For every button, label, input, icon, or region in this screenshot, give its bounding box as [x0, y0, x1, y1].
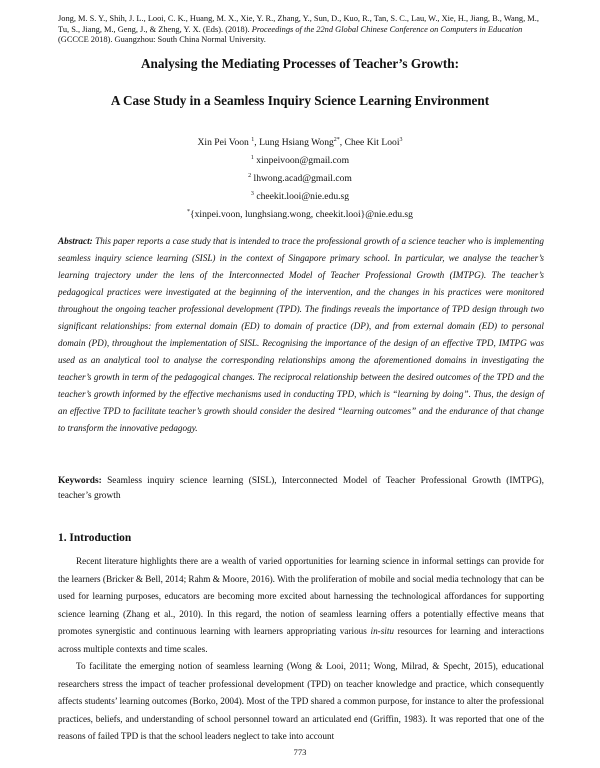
paragraph-1-text: Recent literature highlights there are a wealth of varied opportunities for learning science in informal settings can provide for the learners (Bricker & Bell, 2014; Rahm & Moore, 2016). With the proliferation of mobile and social media technology that can be used for learning purposes, educators are becoming more excited about harnessing the technological affordances for supporting science learning (Zhang et al., 2010). In this regard, the notion of seamless learning offers a potentially effective means that promotes synergistic and continuous learning with learners appropriating various [58, 556, 544, 636]
abstract-label: Abstract: [58, 236, 93, 246]
author-1: Xin Pei Voon [197, 137, 252, 148]
affiliation-1 [40, 152, 560, 167]
author-1-sup: 1 [251, 137, 255, 143]
paragraph-1-italic: in-situ [370, 626, 394, 636]
author-3-sup: 3 [399, 137, 403, 143]
affiliation-4-sup: * [187, 209, 191, 215]
paragraph-1 [58, 553, 544, 658]
affiliation-3 [40, 188, 560, 203]
author-2-sup: 2* [333, 137, 340, 143]
paragraph-1-tail: resources for learning and interactions across multiple contexts and time scales. [58, 626, 544, 654]
abstract [58, 233, 544, 437]
affiliation-1-sup: 1 [250, 155, 254, 161]
citation-header [58, 14, 546, 46]
affiliation-2 [40, 170, 560, 185]
paper-title-line2: A Case Study in a Seamless Inquiry Science Learning Environment [110, 93, 490, 108]
page-number: 773 [293, 747, 307, 757]
affiliation-3-email: cheekit.looi@nie.edu.sg [253, 191, 350, 202]
keywords [58, 474, 544, 503]
citation-tail: (GCCCE 2018). Guangzhou: South China Normal University. [58, 35, 266, 45]
affiliation-4 [40, 206, 560, 221]
affiliation-1-email: xinpeivoon@gmail.com [253, 155, 350, 166]
citation-proceedings: Proceedings of the 22nd Global Chinese Conference on Computers in Education [251, 24, 523, 34]
paragraph-2: To facilitate the emerging notion of seamless learning (Wong & Looi, 2011; Wong, Milrad, & Specht, 2015), educational researchers stress the impact of teacher professional development (TPD) on teacher knowledge and practice, which consequently affects students’ learning outcomes (Borko, 2004). Most of the TPD shared a common purpose, for instance to alter the professional practices, beliefs, and understanding of school personnel toward an articulated end (Griffin, 1983). It was reported that one of the reasons of failed TPD is that the school leaders neglect to take into account [58, 661, 544, 741]
author-2: , Lung Hsiang Wong [254, 137, 334, 148]
affiliation-4-email: {xinpei.voon, lunghsiang.wong, cheekit.looi}@nie.edu.sg [190, 209, 413, 220]
affiliation-3-sup: 3 [250, 191, 254, 197]
keywords-text: Seamless inquiry science learning (SISL), Interconnected Model of Teacher Professional Growth (IMTPG), teacher’s growth [58, 476, 544, 501]
author-list [40, 134, 560, 149]
keywords-label: Keywords: [58, 476, 102, 486]
citation-text: Jong, M. S. Y., Shih, J. L., Looi, C. K., Huang, M. X., Xie, Y. R., Zhang, Y., Sun, D., Kuo, R., Tan, S. C., Lau, W., Xie, H., Jiang, B., Wang, M., Tu, S., Jiang, M., Geng, J., & Zheng, Y. X. (Eds). (2018). [58, 14, 539, 34]
author-3: , Chee Kit Looi [339, 137, 400, 148]
section-heading-introduction: 1. Introduction [58, 532, 132, 544]
affiliation-2-email: lhwong.acad@gmail.com [251, 173, 352, 184]
paper-title-line1: Analysing the Mediating Processes of Teacher’s Growth: [141, 56, 459, 71]
abstract-text: This paper reports a case study that is intended to trace the professional growth of a science teacher who is implementing seamless inquiry science learning (SISL) in the context of Singapore primary school. In particular, we analyse the teacher’s learning trajectory under the lens of the Interconnected Model of Teacher Professional Growth (IMTPG). The teacher’s pedagogical practices were investigated at the beginning of the intervention, and the changes in his practices were monitored throughout the ongoing teacher professional development (TPD). The findings reveals the importance of TPD design through two significant relationships: from external domain (ED) to domain of practice (DP), and from external domain (ED) to personal domain (PD), throughout the implementation of SISL. Recognising the importance of the design of an effective TPD, IMTPG was used as an analytical tool to analyse the corresponding relationships among the aforementioned domains in investigating the teacher’s growth in term of the pedagogical changes. The reciprocal relationship between the desired outcomes of the TPD and the teacher’s growth informed by the effective mechanisms used in conducting TPD, which is “learning by doing”. Thus, the design of an effective TPD to facilitate teacher’s growth should consider the desired “learning outcomes” and the endurance of that change to transform the innovative pedagogy. [58, 236, 544, 433]
affiliation-2-sup: 2 [248, 173, 252, 179]
